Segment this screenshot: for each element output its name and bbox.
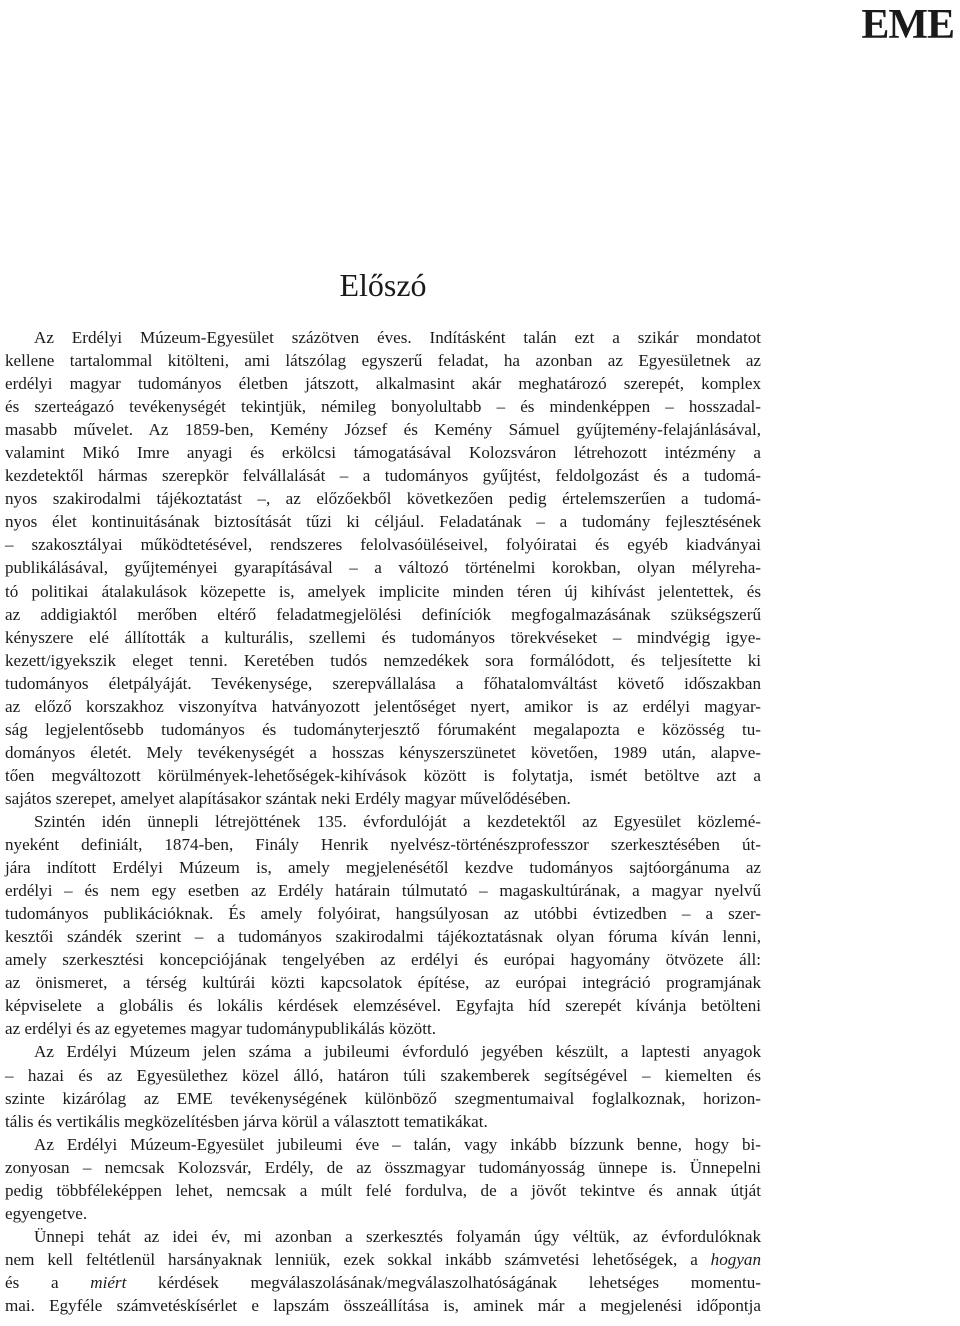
paragraph	[5, 810, 761, 1040]
text-line: és szerteágazó tevékenységét tekintjük, némileg bonyolultabb – és mindenképpen – hosszadal-	[5, 397, 761, 417]
journal-logo	[861, 2, 954, 48]
journal-logo-text: EME	[861, 2, 954, 48]
text-line: egyengetve.	[5, 1203, 88, 1223]
paragraph	[5, 1225, 761, 1317]
article-body	[5, 326, 761, 1317]
text-line: jára indított Erdélyi Múzeum is, amely megjelenésétől kezdve tudományos sajtóorgánuma az	[5, 858, 761, 878]
text-line: Szintén idén ünnepli létrejöttének 135. évfordulóját a kezdetektől az Egyesület közlemé-	[34, 811, 761, 831]
italic-term: hogyan	[710, 1249, 761, 1269]
text-line: az addigiaktól merőben eltérő feladatmegjelölési definíciók megfogalmazásának szükségszerű	[5, 604, 761, 624]
paragraph	[5, 1040, 761, 1132]
text-line: kellene tartalommal kitölteni, ami látszólag egyszerű feladat, ha azonban az Egyesületnek az	[5, 351, 761, 371]
text-line: tudományos publikációknak. És amely folyóirat, hangsúlyosan az utóbbi évtizedben – a szer-	[5, 904, 761, 924]
text-line: az előző korszakhoz viszonyítva hatványozott jelentőséget nyert, amikor is az erdélyi magyar-	[5, 696, 761, 716]
text-line: tó politikai átalakulások közepette is, amelyek implicite minden téren új kihívást jelentettek, és	[5, 581, 761, 601]
text-line: ság legjelentősebb tudományos és tudományterjesztő fórumaként megalapozta e közösség tu-	[5, 719, 761, 739]
paragraph	[5, 1133, 761, 1225]
page-title: Előszó	[339, 267, 427, 303]
text-line: szinte kizárólag az EME tevékenységének különböző szegmentumaival foglalkoznak, horizon-	[5, 1088, 761, 1108]
text-line: Az Erdélyi Múzeum-Egyesület százötven éves. Indításként talán ezt a szikár mondatot	[34, 328, 761, 347]
text-line: nyos szakirodalmi tájékoztatást –, az előzőekből következően pedig értelemszerűen a tudomá-	[5, 489, 761, 509]
text-line: masabb művelet. Az 1859-ben, Kemény József és Kemény Sámuel gyűjtemény-felajánlásával,	[5, 420, 761, 440]
text-line: az erdélyi és az egyetemes magyar tudománypublikálás között.	[5, 1019, 436, 1039]
text-line: Ünnepi tehát az idei év, mi azonban a szerkesztés folyamán úgy véltük, az évfordulóknak	[34, 1226, 761, 1246]
text-line: zonyosan – nemcsak Kolozsvár, Erdély, de az összmagyar tudományosság ünnepe is. Ünnepelni	[5, 1157, 761, 1177]
text-line: – hazai és az Egyesülethez közel álló, határon túli szakemberek segítségével – kiemelten és	[5, 1065, 761, 1085]
text-line: valamint Mikó Imre anyagi és erkölcsi támogatásával Kolozsváron létrehozott intézmény a	[5, 443, 761, 463]
text-line: tően megváltozott körülmények-lehetőségek-kihívások között is folytatja, ismét betöltve azt a	[5, 765, 761, 785]
text-line: dományos életét. Mely tevékenységét a hosszas kényszerszünetet követően, 1989 után, alapve-	[5, 742, 761, 762]
text-run: nem kell feltétlenül harsányaknak lenniük, ezek sokkal inkább számvetési lehetőségek, a	[5, 1249, 711, 1269]
text-line	[5, 1271, 761, 1294]
text-line: nyos élet kontinuitásának biztosítását tűzi ki céljául. Feladatának – a tudomány fejlesztésének	[5, 512, 761, 532]
text-run: kérdések megválaszolásának/megválaszolhatóságának lehetséges momentu-	[158, 1272, 761, 1292]
text-line: tális és vertikális megközelítésben járva körül a választott tematikákat.	[5, 1111, 488, 1131]
text-line: kesztői szándék szerint – a tudományos szakirodalmi tájékoztatásnak olyan fóruma kíván lenni,	[5, 927, 761, 947]
text-line: amely szerkesztési koncepciójának tengelyében az erdélyi és európai hagyomány ötvözete áll:	[5, 950, 761, 970]
text-line: Az Erdélyi Múzeum jelen száma a jubileumi évforduló jegyében készült, a laptesti anyagok	[34, 1042, 761, 1062]
text-line: képviselete a globális és lokális kérdések elemzésével. Egyfajta híd szerepét kívánja betölteni	[5, 996, 761, 1016]
text-line: kezdetektől hármas szerepkör felvállalását – a tudományos gyűjtést, feldolgozást és a tudomá-	[5, 466, 761, 486]
text-line: az önismeret, a térség kultúrái közti kapcsolatok építése, az európai integráció programjának	[5, 973, 761, 993]
text-line: erdélyi – és nem egy esetben az Erdély határain túlmutató – magaskultúrának, a magyar nyelvű	[5, 881, 761, 901]
italic-term: miért	[90, 1272, 127, 1292]
text-line: – szakosztályai működtetésével, rendszeres felolvasóüléseivel, folyóiratai és egyéb kiadványai	[5, 535, 761, 555]
text-line: pedig többféleképpen lehet, nemcsak a múlt felé fordulva, de a jövőt tekintve és annak útját	[5, 1180, 761, 1200]
text-run: és a	[5, 1272, 91, 1292]
text-line: mai. Egyféle számvetéskísérlet e lapszám összeállítása is, aminek már a megjelenési időpontja	[5, 1295, 761, 1315]
text-line: tudományos életpályáját. Tevékenysége, szerepvállalása a főhatalomváltást követő időszakban	[5, 673, 761, 693]
text-line	[5, 1248, 761, 1271]
text-line: Az Erdélyi Múzeum-Egyesület jubileumi éve – talán, vagy inkább bízzunk benne, hogy bi-	[34, 1134, 761, 1154]
text-line: kényszere elé állították a kulturális, szellemi és tudományos törekvéseket – mindvégig igye-	[5, 627, 761, 647]
text-line: sajátos szerepet, amelyet alapításakor szántak neki Erdély magyar művelődésében.	[5, 788, 571, 808]
text-line: publikálásával, gyűjteményei gyarapításával – a változó történelmi korokban, olyan mélyreha-	[5, 558, 761, 578]
text-line: erdélyi magyar tudományos életben játszott, alkalmasint akár meghatározó szerepét, komplex	[5, 374, 761, 394]
text-line: kezett/igyekszik eleget tenni. Keretében tudós nemzedékek sora formálódott, és teljesítette ki	[5, 650, 761, 670]
paragraph	[5, 326, 761, 810]
text-line: nyeként definiált, 1874-ben, Finály Henrik nyelvész-történészprofesszor szerkesztésében út-	[5, 835, 761, 855]
